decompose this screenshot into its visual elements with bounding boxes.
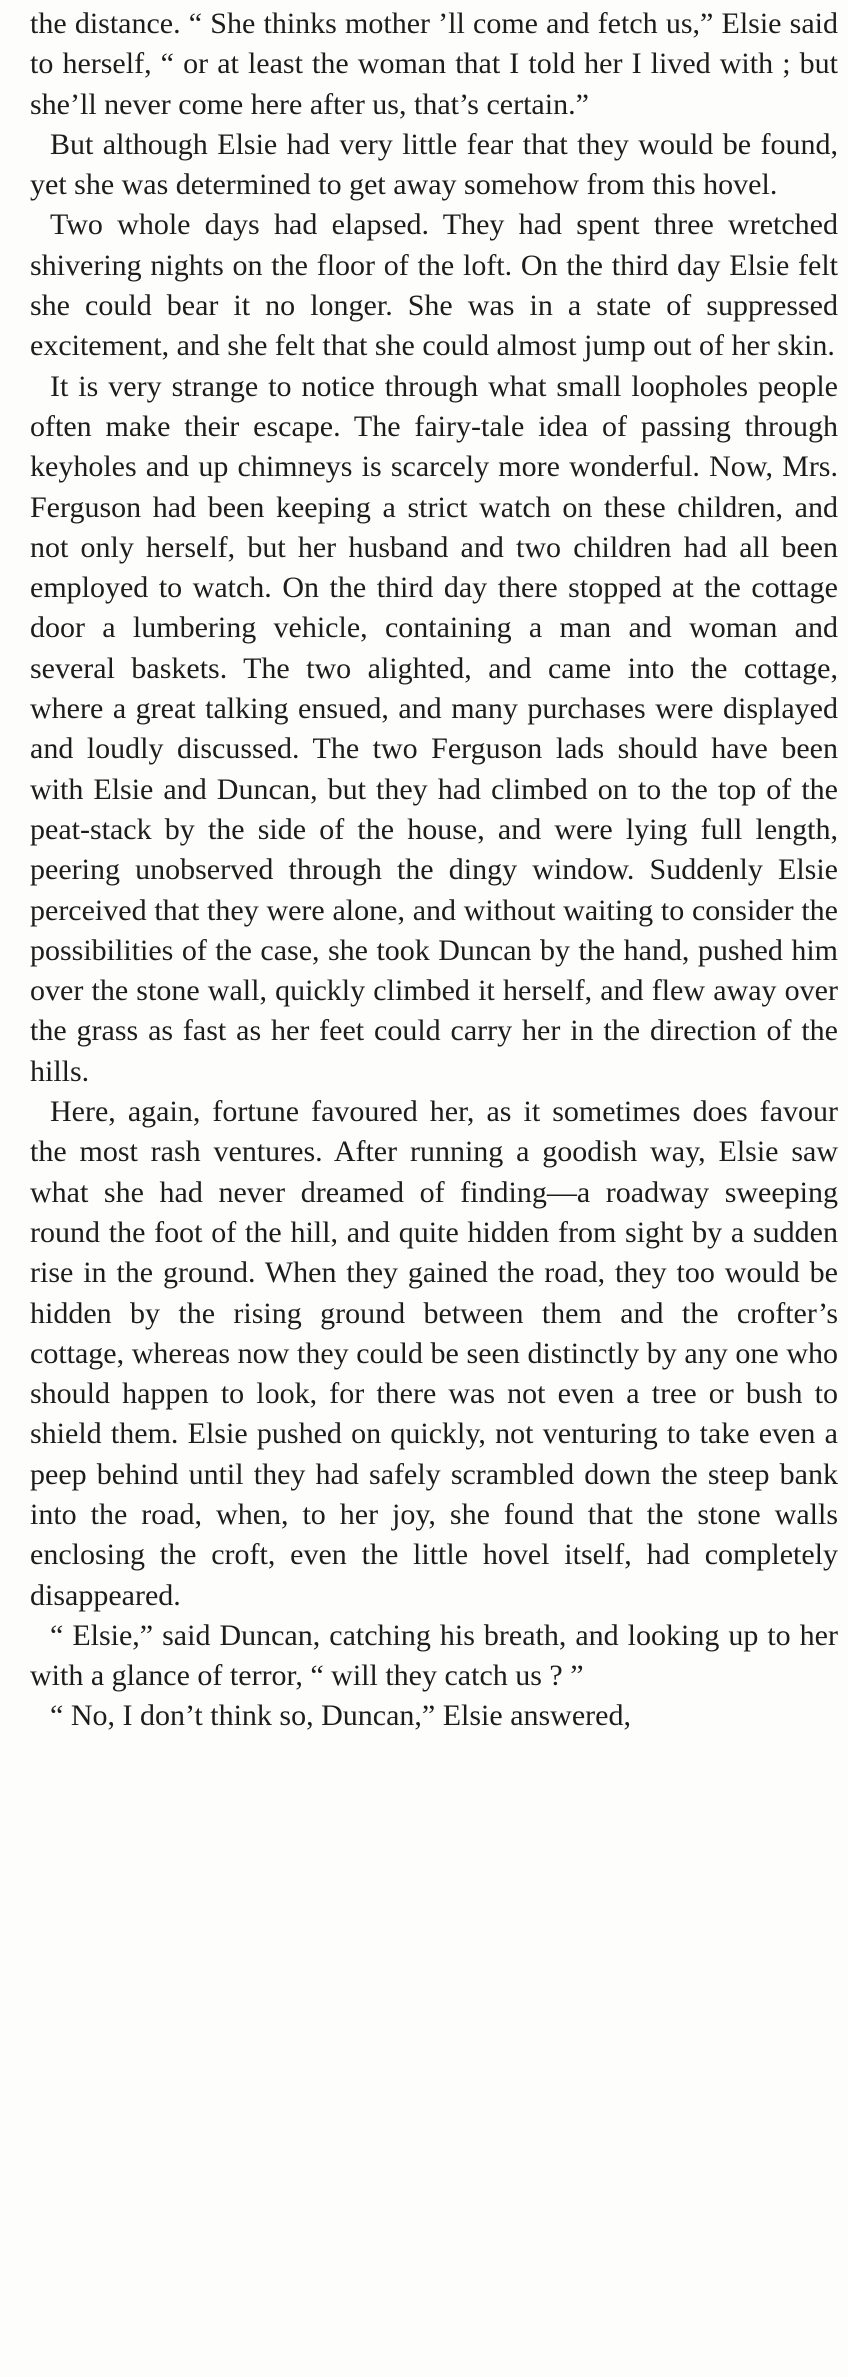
paragraph: But although Elsie had very little fear that they would be found, yet she was determined to get away somehow from this hovel. <box>30 127 838 202</box>
paragraph: “ No, I don’t think so, Duncan,” Elsie answered, <box>50 1699 631 1733</box>
paragraph: “ Elsie,” said Duncan, catching his breath, and looking up to her with a glance of terror, “ will they catch us ? ” <box>30 1618 838 1693</box>
paragraph: the distance. “ She thinks mother ’ll come and fetch us,” Elsie said to herself, “ or at least the woman that I told her I lived with ; but she’ll never come here after us, that’s certain.” <box>30 7 838 121</box>
paragraph: It is very strange to notice through what small loopholes people often make their escape. The fairy-tale idea of passing through keyholes and up chimneys is scarcely more wonderful. Now, Mrs. Ferguson had been keeping a strict watch on these children, and not only herself, but her husband and two children had all been employed to watch. On the third day there stopped at the cottage door a lumbering vehicle, containing a man and woman and several baskets. The two alighted, and came into the cottage, where a great talking ensued, and many purchases were displayed and loudly discussed. The two Ferguson lads should have been with Elsie and Duncan, but they had climbed on to the top of the peat-stack by the side of the house, and were lying full length, peering unobserved through the dingy window. Suddenly Elsie perceived that they were alone, and without waiting to consider the possibilities of the case, she took Duncan by the hand, pushed him over the stone wall, quickly climbed it herself, and flew away over the grass as fast as her feet could carry her in the direction of the hills. <box>30 369 838 1088</box>
paragraph: Here, again, fortune favoured her, as it sometimes does favour the most rash ventures. After running a goodish way, Elsie saw what she had never dreamed of finding—a roadway sweeping round the foot of the hill, and quite hidden from sight by a sudden rise in the ground. When they gained the road, they too would be hidden by the rising ground between them and the crofter’s cottage, whereas now they could be seen distinctly by any one who should happen to look, for there was not even a tree or bush to shield them. Elsie pushed on quickly, not venturing to take even a peep behind until they had safely scrambled down the steep bank into the road, when, to her joy, she found that the stone walls enclosing the croft, even the little hovel itself, had completely disappeared. <box>30 1095 838 1612</box>
body-text <box>30 4 838 1737</box>
paragraph: Two whole days had elapsed. They had spent three wretched shivering nights on the floor of the loft. On the third day Elsie felt she could bear it no longer. She was in a state of suppressed excitement, and she felt that she could almost jump out of her skin. <box>30 208 838 363</box>
